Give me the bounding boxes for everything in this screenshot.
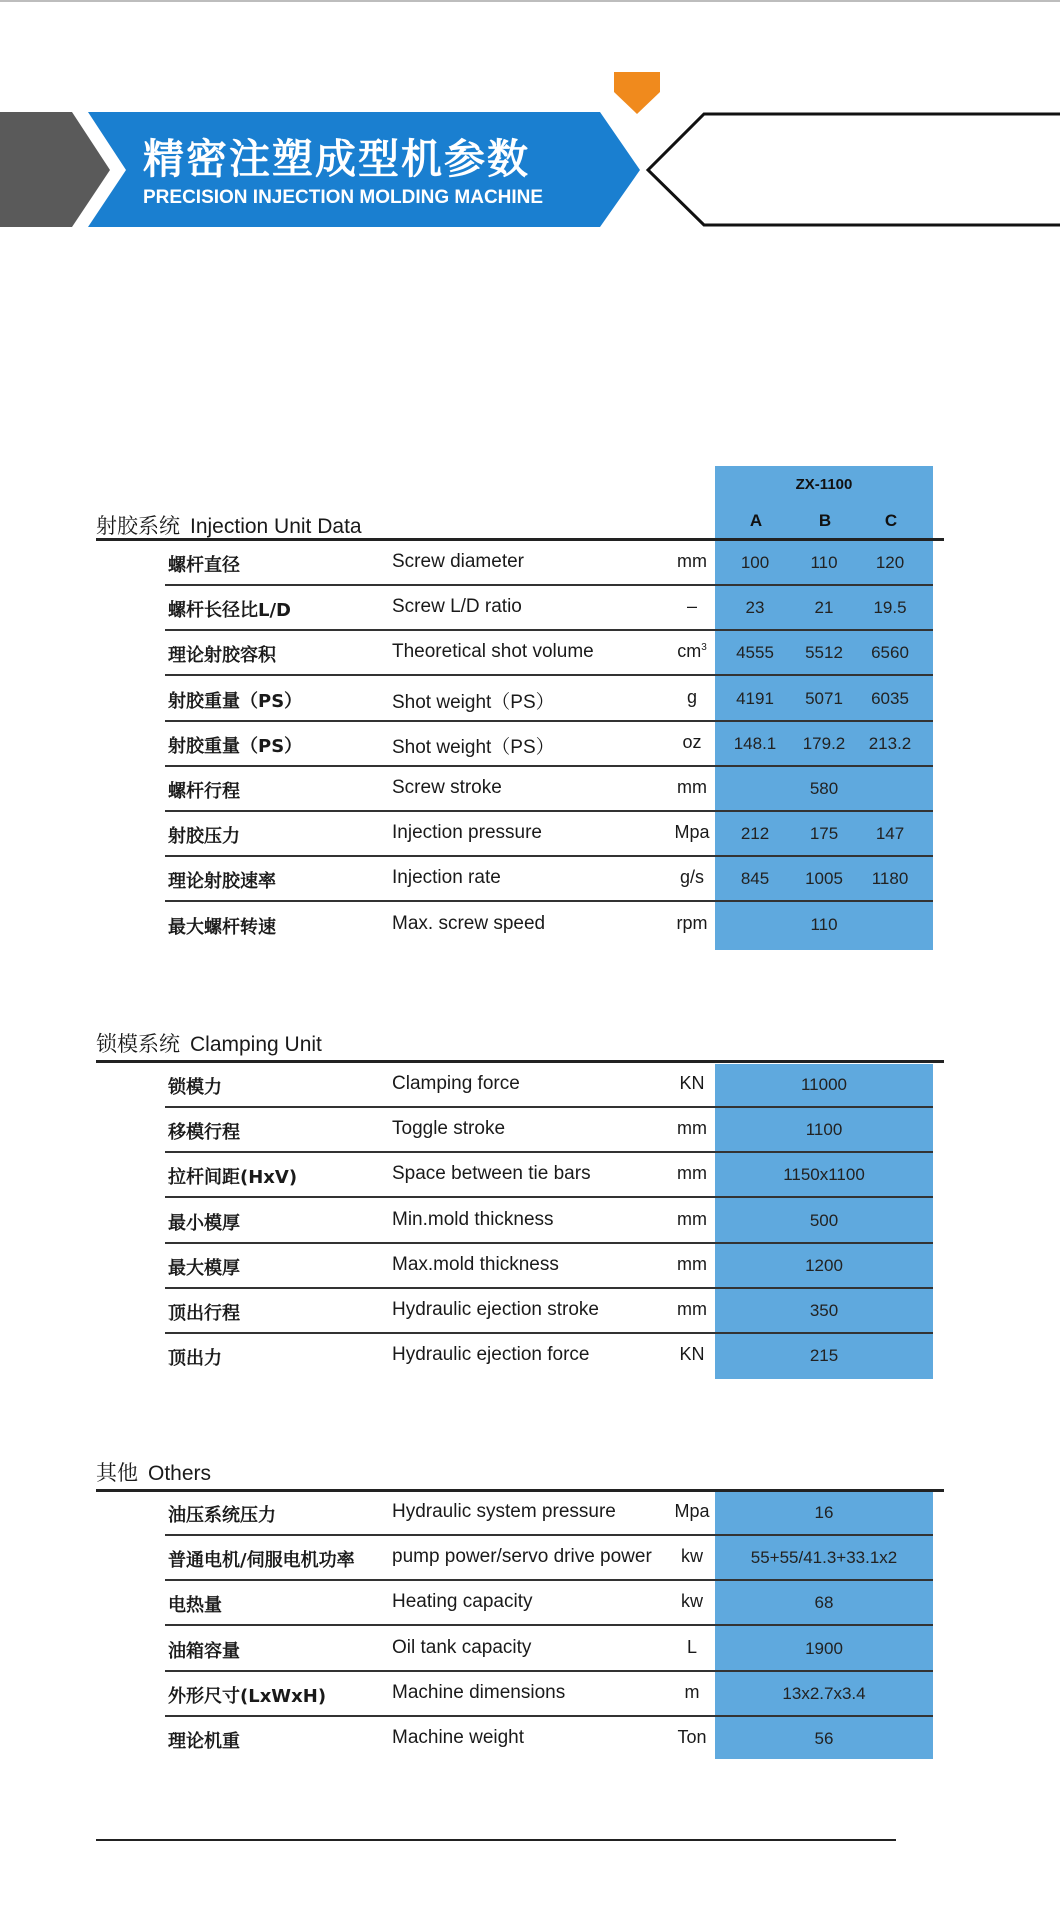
row-label-en: Screw stroke xyxy=(392,777,502,798)
row-value-a: 212 xyxy=(740,824,770,844)
row-label-en: Shot weight（PS） xyxy=(392,691,555,713)
table-row xyxy=(165,1491,933,1536)
table-row xyxy=(165,903,933,948)
row-unit xyxy=(668,1344,716,1365)
row-label-en: Heating capacity xyxy=(392,1591,533,1613)
row-value: 500 xyxy=(809,1210,839,1230)
row-unit xyxy=(668,1254,716,1275)
table-row xyxy=(165,1244,933,1289)
row-unit-text: g/s xyxy=(679,867,704,888)
row-value-c: 120 xyxy=(875,553,905,572)
banner-title: 精密注塑成型机参数 xyxy=(143,135,530,183)
row-label-zh: 锁模力 xyxy=(168,1077,222,1098)
section-title-zh: 其他 xyxy=(96,1461,138,1485)
row-value: 1100 xyxy=(805,1120,843,1140)
table-row xyxy=(165,1199,933,1244)
row-unit-text: rpm xyxy=(676,912,708,933)
row-value-b: 5512 xyxy=(805,643,843,663)
row-unit-text: mm xyxy=(677,1118,707,1139)
row-unit-text: Ton xyxy=(677,1727,707,1747)
row-value-a: 845 xyxy=(740,869,770,889)
section-title-injection xyxy=(96,510,362,540)
row-unit xyxy=(668,551,716,572)
table-row xyxy=(165,812,933,857)
table-row xyxy=(165,586,933,631)
section-title-clamping xyxy=(96,1028,322,1058)
table-row xyxy=(165,1536,933,1581)
row-label-zh: 电热量 xyxy=(168,1595,222,1617)
row-value: 11000 xyxy=(800,1075,847,1094)
row-label-zh: 普通电机/伺服电机功率 xyxy=(168,1550,355,1572)
row-label-en: Machine dimensions xyxy=(392,1681,566,1703)
row-value-b: 175 xyxy=(809,824,839,844)
row-label-zh: 理论射胶速率 xyxy=(168,871,276,893)
table-row xyxy=(165,1289,933,1334)
row-unit xyxy=(668,913,716,934)
table-row xyxy=(165,1717,933,1762)
banner-subtitle: PRECISION INJECTION MOLDING MACHINE xyxy=(143,187,544,208)
row-label-en: Hydraulic ejection stroke xyxy=(392,1299,599,1320)
row-unit-text: mm xyxy=(677,1253,707,1274)
row-unit-text: Mpa xyxy=(674,1501,710,1521)
row-value-a: 4191 xyxy=(736,688,774,708)
row-value: 68 xyxy=(814,1593,834,1613)
table-row xyxy=(165,1581,933,1626)
row-label-en: Max.mold thickness xyxy=(392,1253,559,1275)
table-row xyxy=(165,1672,933,1717)
section-title-zh: 锁模系统 xyxy=(96,1032,180,1056)
table-row xyxy=(165,1334,933,1379)
row-value-c: 19.5 xyxy=(873,598,907,618)
row-unit xyxy=(668,822,716,843)
row-label-en: Theoretical shot volume xyxy=(392,641,594,663)
row-label-zh: 移模行程 xyxy=(168,1122,240,1144)
row-unit-text: mm xyxy=(677,551,707,571)
row-value: 56 xyxy=(814,1729,834,1748)
row-label-zh: 油箱容量 xyxy=(168,1640,240,1662)
row-unit-text: oz xyxy=(682,731,702,752)
row-unit-text: cm xyxy=(677,641,702,662)
row-unit-text: L xyxy=(686,1636,697,1657)
table-row xyxy=(165,1063,933,1108)
row-unit xyxy=(668,1637,716,1658)
row-unit xyxy=(668,1118,716,1139)
row-label-en: Screw diameter xyxy=(392,551,524,572)
variant-a: A xyxy=(749,511,763,530)
row-unit xyxy=(668,1546,716,1567)
row-unit-text: KN xyxy=(679,1344,705,1365)
row-value-b: 1005 xyxy=(805,869,843,889)
row-label-en: Injection pressure xyxy=(392,822,542,844)
bottom-rule xyxy=(96,1839,896,1841)
row-unit xyxy=(668,777,716,798)
header-banner xyxy=(0,0,1060,240)
row-unit xyxy=(668,1073,716,1094)
row-value-c: 6560 xyxy=(871,643,909,663)
row-unit xyxy=(668,596,716,617)
row-value: 110 xyxy=(810,914,838,934)
row-value-b: 5071 xyxy=(805,688,843,708)
row-label-zh: 拉杆间距(HxV) xyxy=(168,1167,298,1189)
row-label-zh: 理论射胶容积 xyxy=(168,645,276,667)
row-label-zh: 螺杆行程 xyxy=(168,781,240,802)
row-value: 350 xyxy=(809,1301,839,1320)
row-value-c: 147 xyxy=(875,824,905,844)
row-unit-text: mm xyxy=(677,777,707,797)
row-unit-text: m xyxy=(684,1681,700,1702)
row-unit xyxy=(668,1163,716,1184)
row-unit xyxy=(668,732,716,753)
table-row xyxy=(165,631,933,676)
row-unit-text: – xyxy=(686,596,697,617)
row-label-en: Machine weight xyxy=(392,1727,525,1748)
row-label-zh: 顶出行程 xyxy=(168,1303,240,1324)
row-label-en: Screw L/D ratio xyxy=(392,596,522,618)
row-label-zh: 射胶重量（PS） xyxy=(168,690,303,712)
row-label-en: Injection rate xyxy=(392,867,501,889)
orange-marker-icon xyxy=(614,72,660,114)
row-unit-text: mm xyxy=(677,1163,707,1184)
row-label-zh: 螺杆直径 xyxy=(168,555,240,576)
row-label-en: Hydraulic system pressure xyxy=(392,1501,616,1522)
row-label-zh: 顶出力 xyxy=(168,1348,222,1370)
row-unit-superscript: 3 xyxy=(701,642,707,654)
row-label-en: Clamping force xyxy=(392,1073,520,1094)
row-label-en: pump power/servo drive power xyxy=(392,1546,652,1568)
row-unit xyxy=(668,867,716,888)
table-row xyxy=(165,1627,933,1672)
row-value: 55+55/41.3+33.1x2 xyxy=(750,1548,898,1568)
row-label-en: Shot weight（PS） xyxy=(392,736,555,758)
section-title-zh: 射胶系统 xyxy=(96,514,180,538)
row-value: 1200 xyxy=(805,1255,843,1275)
row-unit xyxy=(668,687,716,708)
row-value-c: 1180 xyxy=(871,869,909,889)
section-title-en: Clamping Unit xyxy=(190,1033,322,1056)
row-unit-text: mm xyxy=(677,1299,707,1319)
table-row xyxy=(165,677,933,722)
row-unit-text: mm xyxy=(677,1208,707,1229)
row-unit xyxy=(668,1682,716,1703)
table-row xyxy=(165,722,933,767)
row-unit-text: Mpa xyxy=(674,822,710,843)
row-value-b: 110 xyxy=(810,553,838,572)
row-label-zh: 理论机重 xyxy=(168,1731,240,1752)
row-label-zh: 最大模厚 xyxy=(168,1257,240,1279)
section-title-en: Injection Unit Data xyxy=(190,515,362,538)
row-label-en: Toggle stroke xyxy=(392,1118,506,1140)
row-unit-text: KN xyxy=(679,1073,705,1093)
row-unit xyxy=(668,1209,716,1230)
row-label-zh: 最大螺杆转速 xyxy=(168,916,276,938)
row-value-c: 213.2 xyxy=(868,733,912,753)
variant-c: C xyxy=(884,511,898,530)
row-label-en: Hydraulic ejection force xyxy=(392,1344,590,1366)
row-unit xyxy=(668,1591,716,1612)
row-value: 1150x1100 xyxy=(783,1165,865,1185)
row-label-en: Space between tie bars xyxy=(392,1163,591,1185)
section-title-en: Others xyxy=(148,1462,212,1485)
row-unit xyxy=(668,1501,716,1522)
row-value-b: 21 xyxy=(814,598,834,618)
row-value: 580 xyxy=(809,779,839,798)
row-label-en: Oil tank capacity xyxy=(392,1636,532,1658)
table-row xyxy=(165,767,933,812)
table-row xyxy=(165,857,933,902)
row-value-b: 179.2 xyxy=(802,733,846,753)
row-label-zh: 最小模厚 xyxy=(168,1212,240,1234)
row-unit-text: g xyxy=(686,686,697,707)
row-value-a: 148.1 xyxy=(733,733,777,753)
row-unit xyxy=(668,1727,716,1748)
row-unit-text: kw xyxy=(681,1591,703,1612)
row-value-a: 100 xyxy=(740,553,770,572)
row-value-a: 4555 xyxy=(736,643,774,663)
row-value: 1900 xyxy=(805,1638,843,1658)
row-label-zh: 射胶压力 xyxy=(168,826,240,848)
row-value: 215 xyxy=(809,1346,839,1366)
table-row xyxy=(165,1153,933,1198)
table-row xyxy=(165,1108,933,1153)
row-value: 13x2.7x3.4 xyxy=(782,1683,866,1703)
row-value: 16 xyxy=(814,1503,834,1522)
row-label-en: Max. screw speed xyxy=(392,912,546,934)
row-value-a: 23 xyxy=(745,598,765,618)
row-unit-text: kw xyxy=(681,1546,703,1567)
row-label-zh: 外形尺寸(LxWxH) xyxy=(168,1685,327,1707)
table-row xyxy=(165,541,933,586)
model-name: ZX-1100 xyxy=(795,476,853,493)
row-value-c: 6035 xyxy=(871,688,909,708)
variant-b: B xyxy=(818,511,832,530)
row-unit xyxy=(668,641,716,662)
row-label-zh: 射胶重量（PS） xyxy=(168,735,303,757)
row-label-zh: 螺杆长径比L/D xyxy=(168,600,291,622)
row-unit xyxy=(668,1299,716,1320)
row-label-zh: 油压系统压力 xyxy=(168,1505,276,1526)
section-title-others xyxy=(96,1457,211,1487)
row-label-en: Min.mold thickness xyxy=(392,1208,554,1230)
